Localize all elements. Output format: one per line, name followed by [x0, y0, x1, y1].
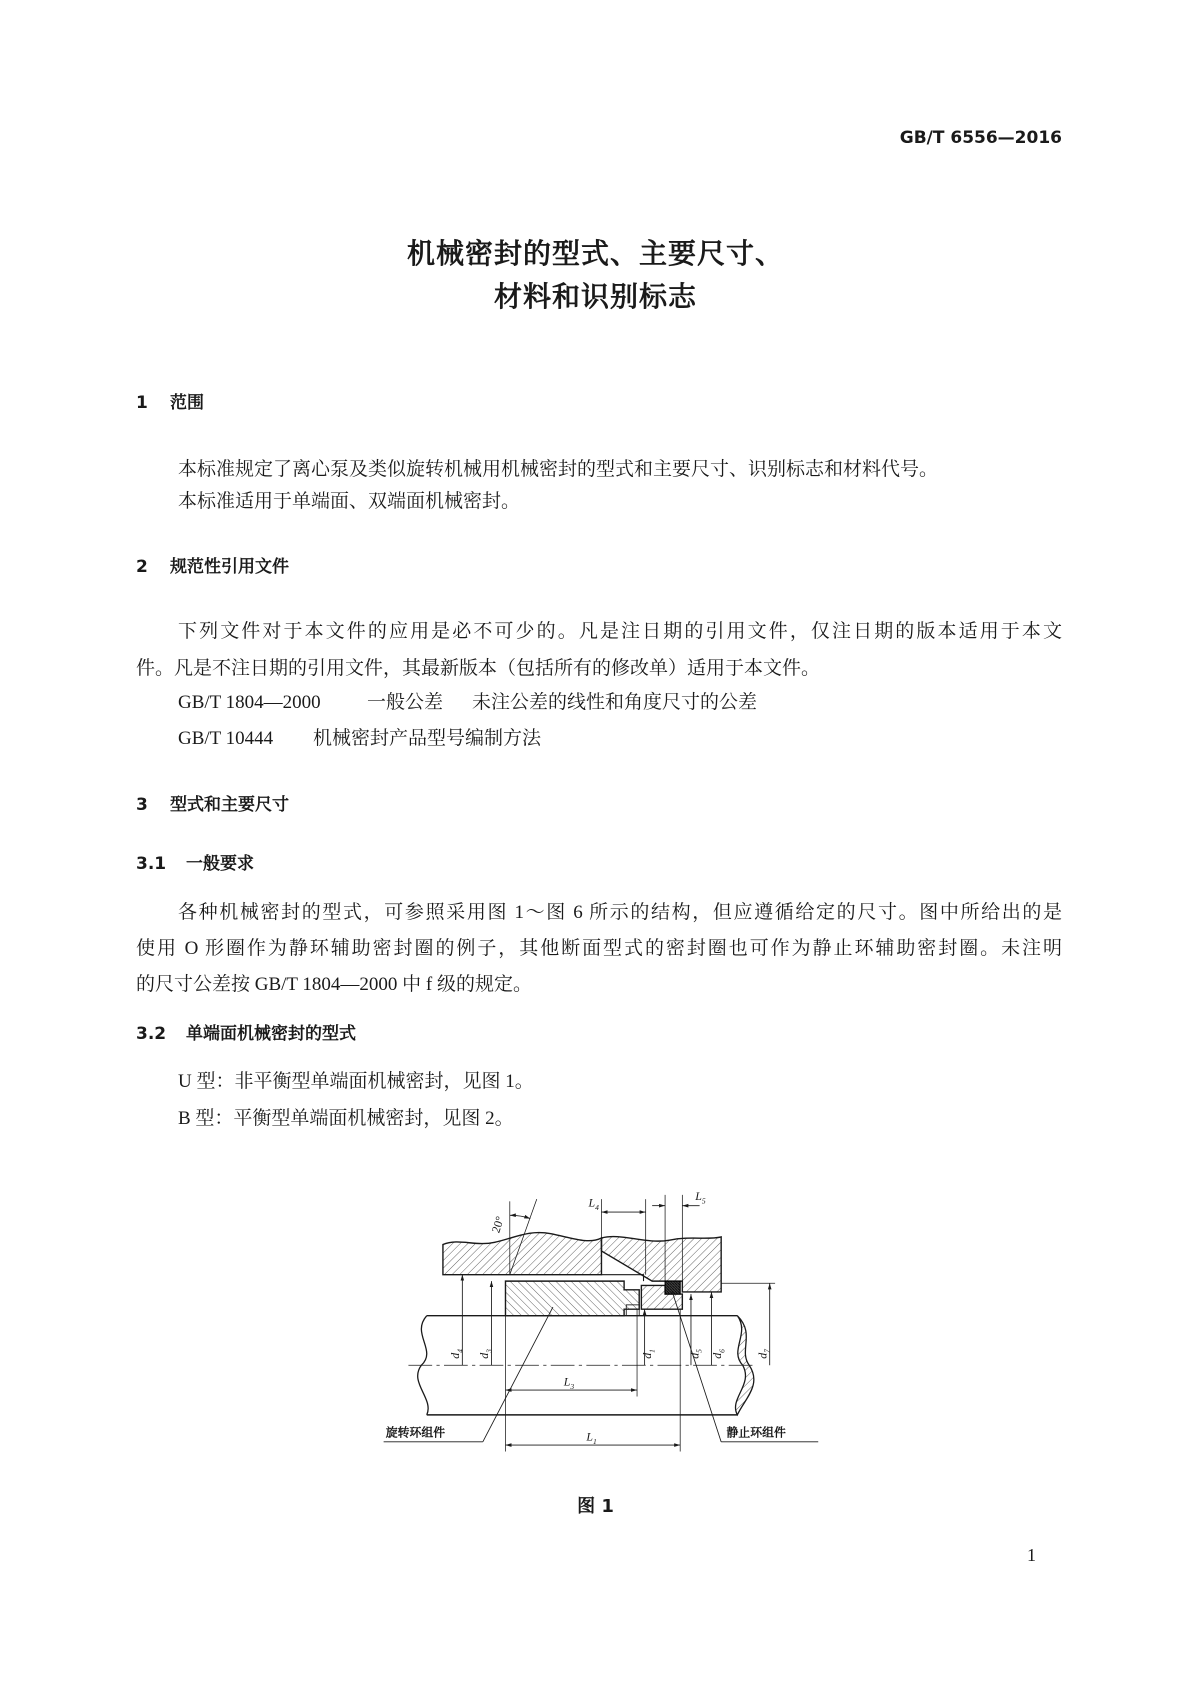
document-title-line-2: 材料和识别标志: [493, 280, 697, 313]
section-2-title: 规范性引用文件: [170, 557, 289, 577]
gland-bore-line: [601, 1275, 643, 1281]
rotating-ring-section: [505, 1281, 639, 1316]
label-d1: $d_1$: [640, 1349, 657, 1359]
normative-refs-line-2: 件。凡是不注日期的引用文件，其最新版本（包括所有的修改单）适用于本文件。: [136, 658, 821, 679]
label-d4: $d_4$: [448, 1349, 465, 1359]
label-l1: $L_1$: [586, 1429, 597, 1446]
scope-line-1: 本标准规定了离心泵及类似旋转机械用机械密封的型式和主要尺寸、识别标志和材料代号。: [178, 459, 939, 480]
type-b-line: B 型：平衡型单端面机械密封，见图 2。: [178, 1108, 514, 1129]
section-3-1-number: 3.1: [136, 854, 167, 874]
general-requirements-line-3: 的尺寸公差按 GB/T 1804—2000 中 f 级的规定。: [136, 974, 533, 995]
section-3-1-title: 一般要求: [186, 854, 254, 874]
section-3-2-number: 3.2: [136, 1024, 167, 1044]
callout-rotating-ring-assembly: 旋转环组件: [385, 1425, 446, 1440]
angle-label: 20°: [488, 1214, 507, 1235]
angle-arc: [510, 1215, 530, 1218]
label-d5: $d_5$: [687, 1349, 704, 1359]
type-u-line: U 型：非平衡型单端面机械密封，见图 1。: [178, 1071, 534, 1092]
figure-1-seal-drawing: [378, 1183, 826, 1458]
label-d3: $d_3$: [477, 1349, 494, 1359]
section-1-number: 1: [136, 393, 148, 413]
section-3-2-title: 单端面机械密封的型式: [186, 1024, 356, 1044]
normative-refs-line-1: 下列文件对于本文件的应用是必不可少的。凡是注日期的引用文件，仅注日期的版本适用于本文: [178, 621, 1062, 642]
callout-stationary-ring-assembly: 静止环组件: [726, 1425, 786, 1440]
standard-code: GB/T 6556—2016: [899, 128, 1062, 148]
section-3-number: 3: [136, 795, 148, 815]
callout-stationary-leader: [672, 1290, 722, 1442]
scope-line-2: 本标准适用于单端面、双端面机械密封。: [178, 491, 521, 512]
label-l5: $L_5$: [695, 1189, 706, 1206]
label-d6: $d_6$: [710, 1349, 727, 1359]
document-title-line-1: 机械密封的型式、主要尺寸、: [406, 237, 784, 270]
section-2-number: 2: [136, 557, 148, 577]
reference-1-title-part1: 一般公差: [367, 692, 444, 713]
section-1-title: 范围: [170, 393, 204, 413]
reference-2-title: 机械密封产品型号编制方法: [313, 728, 542, 749]
page-number: 1: [1027, 1545, 1036, 1565]
general-requirements-line-2: 使用 O 形圈作为静环辅助密封圈的例子，其他断面型式的密封圈也可作为静止环辅助密封圈。未注明: [136, 938, 1062, 959]
label-l3: $L_3$: [563, 1374, 575, 1391]
label-d7: $d_7$: [755, 1349, 772, 1359]
section-3-title: 型式和主要尺寸: [170, 795, 289, 815]
callout-rotating-leader: [483, 1307, 553, 1442]
label-l4: $L_4$: [588, 1195, 599, 1212]
general-requirements-line-1: 各种机械密封的型式，可参照采用图 1～图 6 所示的结构，但应遵循给定的尺寸。图中所给出的是: [178, 902, 1062, 923]
reference-1-title-part2: 未注公差的线性和角度尺寸的公差: [472, 692, 758, 713]
figure-1-caption: 图 1: [577, 1496, 614, 1517]
reference-1-code: GB/T 1804—2000: [178, 692, 321, 713]
reference-2-code: GB/T 10444: [178, 728, 274, 749]
